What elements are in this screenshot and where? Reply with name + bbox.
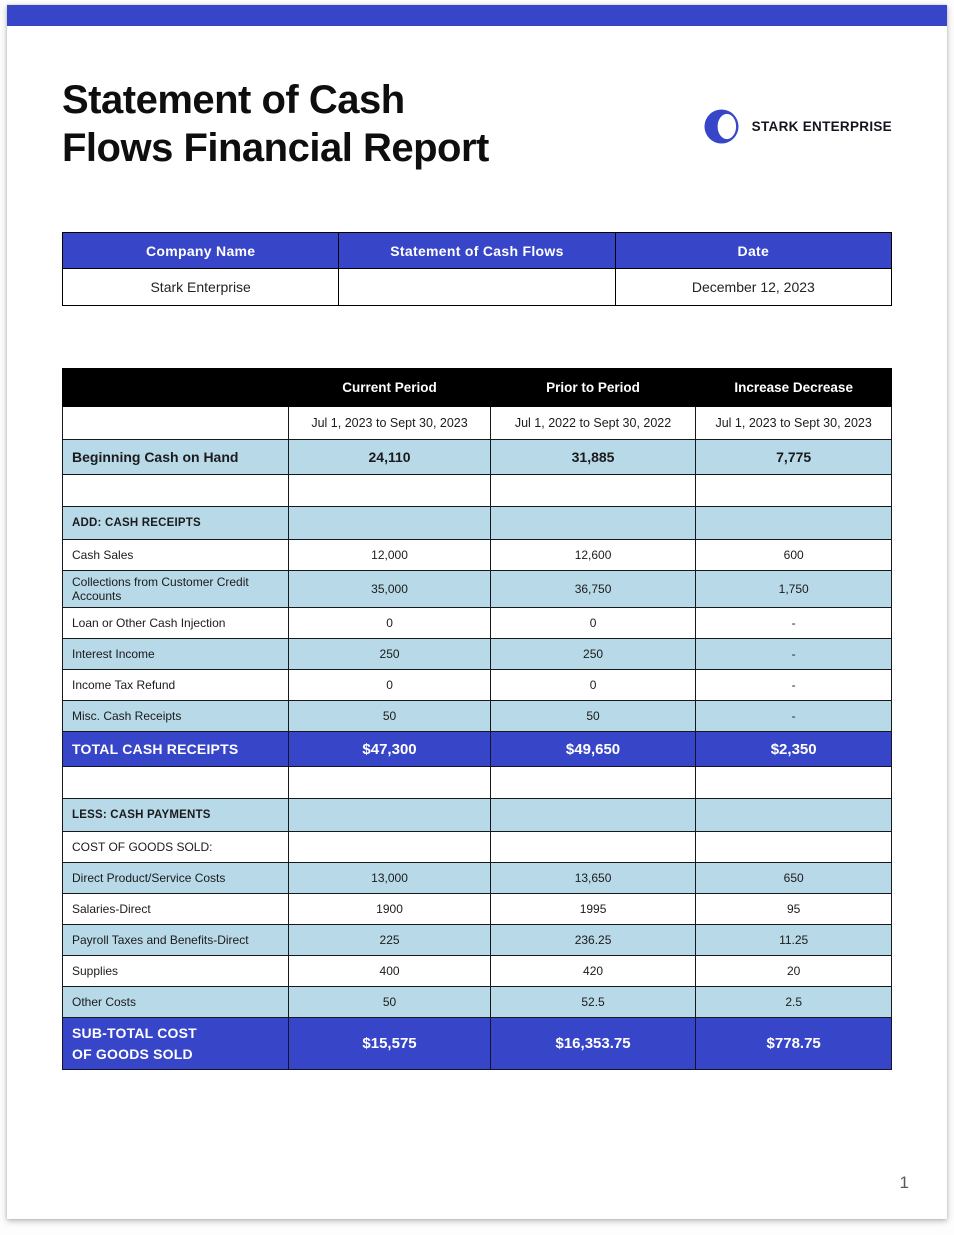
row-value: 52.5 (490, 987, 696, 1018)
date-value: December 12, 2023 (615, 269, 891, 306)
row-label (63, 767, 289, 799)
page-content (7, 76, 947, 1070)
top-accent-bar (7, 5, 947, 26)
row-value (696, 799, 892, 832)
row-value: 250 (490, 639, 696, 670)
row-value (289, 832, 490, 863)
row-value: 1900 (289, 894, 490, 925)
row-value: - (696, 701, 892, 732)
page-title-line1: Statement of Cash (62, 78, 405, 122)
row-value: 0 (490, 670, 696, 701)
row-label: Cash Sales (63, 540, 289, 571)
info-value-row (63, 269, 892, 306)
statement-value (339, 269, 615, 306)
row-value: 225 (289, 925, 490, 956)
row-value: 250 (289, 639, 490, 670)
row-label: COST OF GOODS SOLD: (63, 832, 289, 863)
row-value (696, 507, 892, 540)
row-label: SUB-TOTAL COST OF GOODS SOLD (63, 1018, 289, 1070)
table-row (63, 571, 892, 608)
row-value: 7,775 (696, 440, 892, 475)
row-value: 24,110 (289, 440, 490, 475)
info-header-company: Company Name (63, 233, 339, 269)
document-page (7, 5, 947, 1219)
row-value (490, 475, 696, 507)
row-value: 50 (289, 701, 490, 732)
table-row (63, 732, 892, 767)
company-name-value: Stark Enterprise (63, 269, 339, 306)
info-header-statement: Statement of Cash Flows (339, 233, 615, 269)
row-value: 0 (289, 670, 490, 701)
column-header-row (63, 369, 892, 407)
date-range-prior: Jul 1, 2022 to Sept 30, 2022 (490, 407, 696, 440)
table-row (63, 767, 892, 799)
row-value: 400 (289, 956, 490, 987)
row-value (696, 832, 892, 863)
row-value: - (696, 608, 892, 639)
table-row (63, 670, 892, 701)
column-header-blank (63, 369, 289, 407)
row-value: 0 (289, 608, 490, 639)
row-label: Loan or Other Cash Injection (63, 608, 289, 639)
row-value: - (696, 639, 892, 670)
table-row (63, 639, 892, 670)
page-title-line2: Flows Financial Report (62, 126, 489, 170)
date-range-current: Jul 1, 2023 to Sept 30, 2023 (289, 407, 490, 440)
table-row (63, 701, 892, 732)
row-label: Interest Income (63, 639, 289, 670)
row-value (289, 475, 490, 507)
page-title (62, 76, 622, 172)
row-value: 13,000 (289, 863, 490, 894)
row-label: Supplies (63, 956, 289, 987)
row-value: $2,350 (696, 732, 892, 767)
row-label: Beginning Cash on Hand (63, 440, 289, 475)
row-value: 1,750 (696, 571, 892, 608)
row-value: 11.25 (696, 925, 892, 956)
brand-block (704, 109, 892, 144)
table-row (63, 507, 892, 540)
table-row (63, 475, 892, 507)
row-value: 0 (490, 608, 696, 639)
row-label: Other Costs (63, 987, 289, 1018)
table-row (63, 1018, 892, 1070)
table-row (63, 956, 892, 987)
row-value: $47,300 (289, 732, 490, 767)
row-label: TOTAL CASH RECEIPTS (63, 732, 289, 767)
row-value: 95 (696, 894, 892, 925)
column-header-increase-decrease: Increase Decrease (696, 369, 892, 407)
row-value: $16,353.75 (490, 1018, 696, 1070)
row-value: 35,000 (289, 571, 490, 608)
row-label: Salaries-Direct (63, 894, 289, 925)
row-label: ADD: CASH RECEIPTS (63, 507, 289, 540)
row-value: 50 (490, 701, 696, 732)
date-range-increase: Jul 1, 2023 to Sept 30, 2023 (696, 407, 892, 440)
row-value (490, 767, 696, 799)
brand-name: STARK ENTERPRISE (751, 119, 892, 134)
row-value (696, 475, 892, 507)
row-value: 20 (696, 956, 892, 987)
row-value (490, 507, 696, 540)
row-label: Income Tax Refund (63, 670, 289, 701)
date-range-row (63, 407, 892, 440)
row-value (490, 832, 696, 863)
row-label: LESS: CASH PAYMENTS (63, 799, 289, 832)
row-value: - (696, 670, 892, 701)
table-row (63, 863, 892, 894)
row-label: Misc. Cash Receipts (63, 701, 289, 732)
column-header-prior-period: Prior to Period (490, 369, 696, 407)
row-label: Direct Product/Service Costs (63, 863, 289, 894)
row-value: 650 (696, 863, 892, 894)
table-row (63, 832, 892, 863)
moon-logo-icon (704, 109, 739, 144)
row-value: 50 (289, 987, 490, 1018)
row-label: Payroll Taxes and Benefits-Direct (63, 925, 289, 956)
column-header-current-period: Current Period (289, 369, 490, 407)
cash-flow-table (62, 368, 892, 1070)
row-label: Collections from Customer Credit Accounts (63, 571, 289, 608)
table-row (63, 799, 892, 832)
page-number: 1 (899, 1173, 909, 1192)
table-row (63, 925, 892, 956)
info-header-row (63, 233, 892, 269)
row-value: 600 (696, 540, 892, 571)
company-info-table (62, 232, 892, 306)
table-row (63, 440, 892, 475)
row-value: 1995 (490, 894, 696, 925)
row-value: $49,650 (490, 732, 696, 767)
row-value (696, 767, 892, 799)
info-header-date: Date (615, 233, 891, 269)
row-value: 13,650 (490, 863, 696, 894)
row-value: 31,885 (490, 440, 696, 475)
table-row (63, 894, 892, 925)
date-range-blank (63, 407, 289, 440)
table-row (63, 540, 892, 571)
row-value: 420 (490, 956, 696, 987)
row-value (289, 507, 490, 540)
table-row (63, 608, 892, 639)
row-value (289, 799, 490, 832)
row-value: $15,575 (289, 1018, 490, 1070)
row-value: 236.25 (490, 925, 696, 956)
row-value (289, 767, 490, 799)
row-value: 12,000 (289, 540, 490, 571)
row-value: $778.75 (696, 1018, 892, 1070)
row-label (63, 475, 289, 507)
row-value: 12,600 (490, 540, 696, 571)
row-value: 36,750 (490, 571, 696, 608)
row-value: 2.5 (696, 987, 892, 1018)
row-value (490, 799, 696, 832)
table-row (63, 987, 892, 1018)
